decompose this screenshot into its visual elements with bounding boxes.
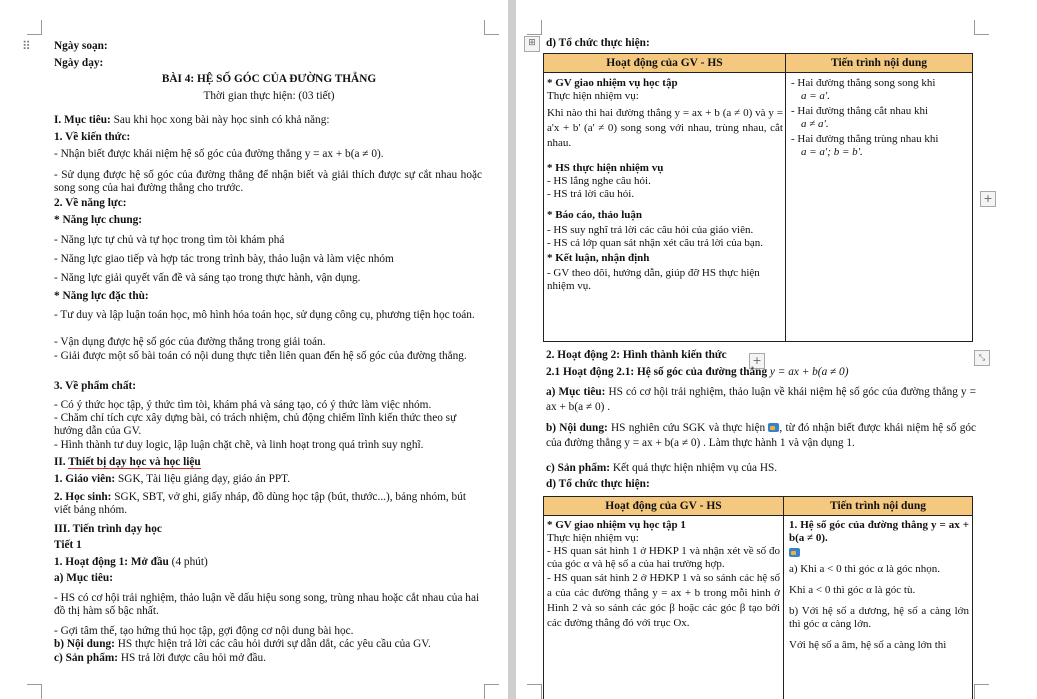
column-divider xyxy=(783,497,784,699)
task-line-2: - HS quan sát hình 1 ở HĐKP 1 và nhận xét về số đo của góc α và hệ số a của hai trường hợp. xyxy=(547,545,780,570)
nang-luc-dac-thu-2: - Vận dụng được hệ số góc của đường thẳng trong giải toán. xyxy=(54,336,326,348)
report-heading: * Báo cáo, thảo luận xyxy=(547,209,643,221)
hoat-dong-1-heading: 1. Hoạt động 1: Mở đầu (4 phút) xyxy=(54,556,208,568)
to-chuc-heading: d) Tổ chức thực hiện: xyxy=(546,37,650,49)
nang-luc-chung-3: - Năng lực giải quyết vấn đề và sáng tạo trong thực hành, vận dụng. xyxy=(54,272,361,284)
task-line-1: Thực hiện nhiệm vụ: xyxy=(547,532,639,544)
kien-thuc-2: - Sử dụng được hệ số góc của đường thẳng để nhận biết và giải thích được sự cắt nhau hoặc song song của hai đường thẳng cho trước. xyxy=(54,169,482,194)
pham-chat-heading: 3. Về phẩm chất: xyxy=(54,380,137,392)
negative-slope-rule: Với hệ số a âm, hệ số a càng lớn thì xyxy=(789,639,947,651)
margin-corner-bottom-left xyxy=(527,684,542,699)
pham-chat-2: - Chăm chỉ tích cực xây dựng bài, có trách nhiệm, chủ động chiếm lĩnh kiến thức theo sự hướng dẫn của GV. xyxy=(54,412,457,437)
noi-dung-21: b) Nội dung: HS nghiên cứu SGK và thực hiện , từ đó nhận biết được khái niệm hệ số góc của đường thẳng y = ax + b(a ≠ 0) . Làm thực hành 1 và vận dụng 1. xyxy=(546,422,977,449)
lesson-time: Thời gian thực hiện: (03 tiết) xyxy=(203,90,335,102)
header-gv-hs: Hoạt động của GV - HS xyxy=(606,57,723,69)
header-tien-trinh: Tiến trình nội dung xyxy=(831,57,927,69)
gv-task-line-2: Khi nào thì hai đường thẳng y = ax + b (a ≠ 0) và y = a'x + b' (a' ≠ 0) song song với nhau, trùng nhau, cắt nhau. xyxy=(547,107,783,149)
pham-chat-1: - Có ý thức học tập, ý thức tìm tòi, khám phá và sáng tạo, có ý thức làm việc nhóm. xyxy=(54,399,432,411)
to-chuc-heading-2: d) Tổ chức thực hiện: xyxy=(546,478,650,490)
san-pham-21: c) Sản phẩm: Kết quả thực hiện nhiệm vụ của HS. xyxy=(546,462,778,474)
thiet-bi-heading: II. Thiết bị dạy học và học liệu xyxy=(54,456,201,468)
conclusion-heading: * Kết luận, nhận định xyxy=(547,252,650,264)
spellcheck-underline: Thiết bị dạy học và học liệu xyxy=(68,456,201,468)
explore-activity-icon xyxy=(768,423,779,432)
hs-task-line-2: - HS trả lời câu hỏi. xyxy=(547,188,635,200)
muc-tieu-a: a) Mục tiêu: xyxy=(54,572,113,584)
hs-task-line-1: - HS lắng nghe câu hỏi. xyxy=(547,175,651,187)
muc-tieu-a-1: - HS có cơ hội trải nghiệm, thảo luận về dấu hiệu song song, trùng nhau hoặc cắt nhau của hai đồ thị hàm số bậc nhất. xyxy=(54,592,480,617)
gv-task-line-1: Thực hiện nhiệm vụ: xyxy=(547,90,639,102)
margin-corner-top-left xyxy=(527,20,542,35)
table-move-handle-icon[interactable]: ⊞ xyxy=(524,36,540,52)
column-divider xyxy=(785,54,786,341)
header-tien-trinh: Tiến trình nội dung xyxy=(830,500,926,512)
margin-corner-top-right xyxy=(974,20,989,35)
drag-handle-icon[interactable]: ⠿ xyxy=(22,39,32,53)
intersect-formula: a ≠ a'. xyxy=(801,118,829,130)
pham-chat-3: - Hình thành tư duy logic, lập luận chặt chẽ, và linh hoạt trong quá trình suy nghĩ. xyxy=(54,439,424,451)
slope-definition-heading: 1. Hệ số góc của đường thẳng y = ax + b(a ≠ 0). xyxy=(789,519,969,544)
margin-corner-bottom-left xyxy=(27,684,42,699)
ngay-soan: Ngày soạn: xyxy=(54,40,108,52)
gv-task-heading: * GV giao nhiệm vụ học tập 1 xyxy=(547,519,686,531)
page-right xyxy=(516,0,1037,699)
report-line-2: - HS cả lớp quan sát nhận xét câu trả lời của bạn. xyxy=(547,237,763,249)
margin-corner-top-left xyxy=(27,20,42,35)
gv-task-heading: * GV giao nhiệm vụ học tập xyxy=(547,77,678,89)
coincide-formula: a = a'; b = b'. xyxy=(801,146,863,158)
tiet-1: Tiết 1 xyxy=(54,539,82,551)
table-resize-handle-icon[interactable]: ⤡ xyxy=(974,350,990,366)
giao-vien-line: 1. Giáo viên: SGK, Tài liệu giảng dạy, giáo án PPT. xyxy=(54,473,291,485)
muc-tieu-a-2: - Gợi tâm thế, tạo hứng thú học tập, gợi động cơ nội dung bài học. xyxy=(54,625,354,637)
nang-luc-dac-thu-3: - Giải được một số bài toán có nội dung thực tiễn liên quan đến hệ số góc của đường thẳng. xyxy=(54,350,467,362)
margin-corner-bottom-right xyxy=(974,684,989,699)
table2-content-column xyxy=(789,519,969,652)
tien-trinh-heading: III. Tiến trình dạy học xyxy=(54,523,162,535)
muc-tieu-21: a) Mục tiêu: HS có cơ hội trải nghiệm, thảo luận về khái niệm hệ số góc của đường thẳng y = ax + b(a ≠ 0) . xyxy=(546,386,976,413)
san-pham-c: c) Sản phẩm: HS trả lời được câu hỏi mở đầu. xyxy=(54,652,266,664)
margin-corner-bottom-right xyxy=(484,684,499,699)
add-row-button[interactable]: + xyxy=(749,353,765,369)
nang-luc-chung-1: - Năng lực tự chủ và tự học trong tìm tòi khám phá xyxy=(54,234,285,246)
hoat-dong-21-heading: 2.1 Hoạt động 2.1: Hệ số góc của đường thẳng y = ax + b(a ≠ 0) xyxy=(546,366,849,378)
conclusion-line-1: - GV theo dõi, hướng dẫn, giúp đỡ HS thực hiện nhiệm vụ. xyxy=(547,267,760,292)
obtuse-angle-rule: Khi a < 0 thì góc α là góc tù. xyxy=(789,584,916,596)
parallel-formula: a = a'. xyxy=(801,90,831,102)
page-left xyxy=(0,0,508,699)
kien-thuc-1: - Nhận biết được khái niệm hệ số góc của đường thẳng y = ax + b(a ≠ 0). xyxy=(54,148,384,160)
nang-luc-dac-thu-1: - Tư duy và lập luận toán học, mô hình hóa toán học, sử dụng công cụ, phương tiện học toán. xyxy=(54,309,475,321)
noi-dung-b: b) Nội dung: HS thực hiện trả lời các câu hỏi dưới sự dẫn dắt, các yêu cầu của GV. xyxy=(54,638,431,650)
intersect-condition: - Hai đường thẳng cắt nhau khi xyxy=(791,105,929,117)
lesson-title: BÀI 4: HỆ SỐ GÓC CỦA ĐƯỜNG THẲNG xyxy=(161,73,377,85)
table1-content-column xyxy=(791,77,969,159)
positive-slope-rule: b) Với hệ số a dương, hệ số a càng lớn thì góc α càng lớn. xyxy=(789,605,969,630)
margin-corner-top-right xyxy=(484,20,499,35)
table2-gv-column xyxy=(547,519,780,631)
hoat-dong-2-heading: 2. Hoạt động 2: Hình thành kiến thức xyxy=(546,349,727,361)
task-line-3: - HS quan sát hình 2 ở HĐKP 1 và so sánh các hệ số a của các đường thẳng y = ax + b trong mỗi hình ở Hình 2 và so sánh các góc β hoặc các góc β tạo bởi các đường thẳng đó với trục Ox. xyxy=(547,572,780,629)
activity-table-1 xyxy=(543,53,973,342)
hs-task-heading: * HS thực hiện nhiệm vụ xyxy=(547,162,664,174)
muc-tieu-line: I. Mục tiêu: Sau khi học xong bài này học sinh có khả năng: xyxy=(54,114,330,126)
header-gv-hs: Hoạt động của GV - HS xyxy=(605,500,722,512)
parallel-condition: - Hai đường thẳng song song khi xyxy=(791,77,936,89)
add-column-button[interactable]: + xyxy=(980,191,996,207)
table1-gv-column xyxy=(547,77,783,293)
explore-activity-icon xyxy=(789,548,800,557)
nang-luc-chung-heading: * Năng lực chung: xyxy=(54,214,143,226)
report-line-1: - HS suy nghĩ trả lời các câu hỏi của giáo viên. xyxy=(547,224,754,236)
coincide-condition: - Hai đường thẳng trùng nhau khi xyxy=(791,133,939,145)
nang-luc-dac-thu-heading: * Năng lực đặc thù: xyxy=(54,290,149,302)
hoc-sinh-line: 2. Học sinh: SGK, SBT, vở ghi, giấy nháp, đồ dùng học tập (bút, thước...), bảng nhóm, bút viết bảng nhóm. xyxy=(54,491,466,516)
ngay-day: Ngày dạy: xyxy=(54,57,104,69)
nang-luc-heading: 2. Về năng lực: xyxy=(54,197,127,209)
activity-table-2 xyxy=(543,496,973,699)
nang-luc-chung-2: - Năng lực giao tiếp và hợp tác trong trình bày, thảo luận và làm việc nhóm xyxy=(54,253,394,265)
acute-angle-rule: a) Khi a < 0 thì góc α là góc nhọn. xyxy=(789,563,940,575)
kien-thuc-heading: 1. Về kiến thức: xyxy=(54,131,131,143)
